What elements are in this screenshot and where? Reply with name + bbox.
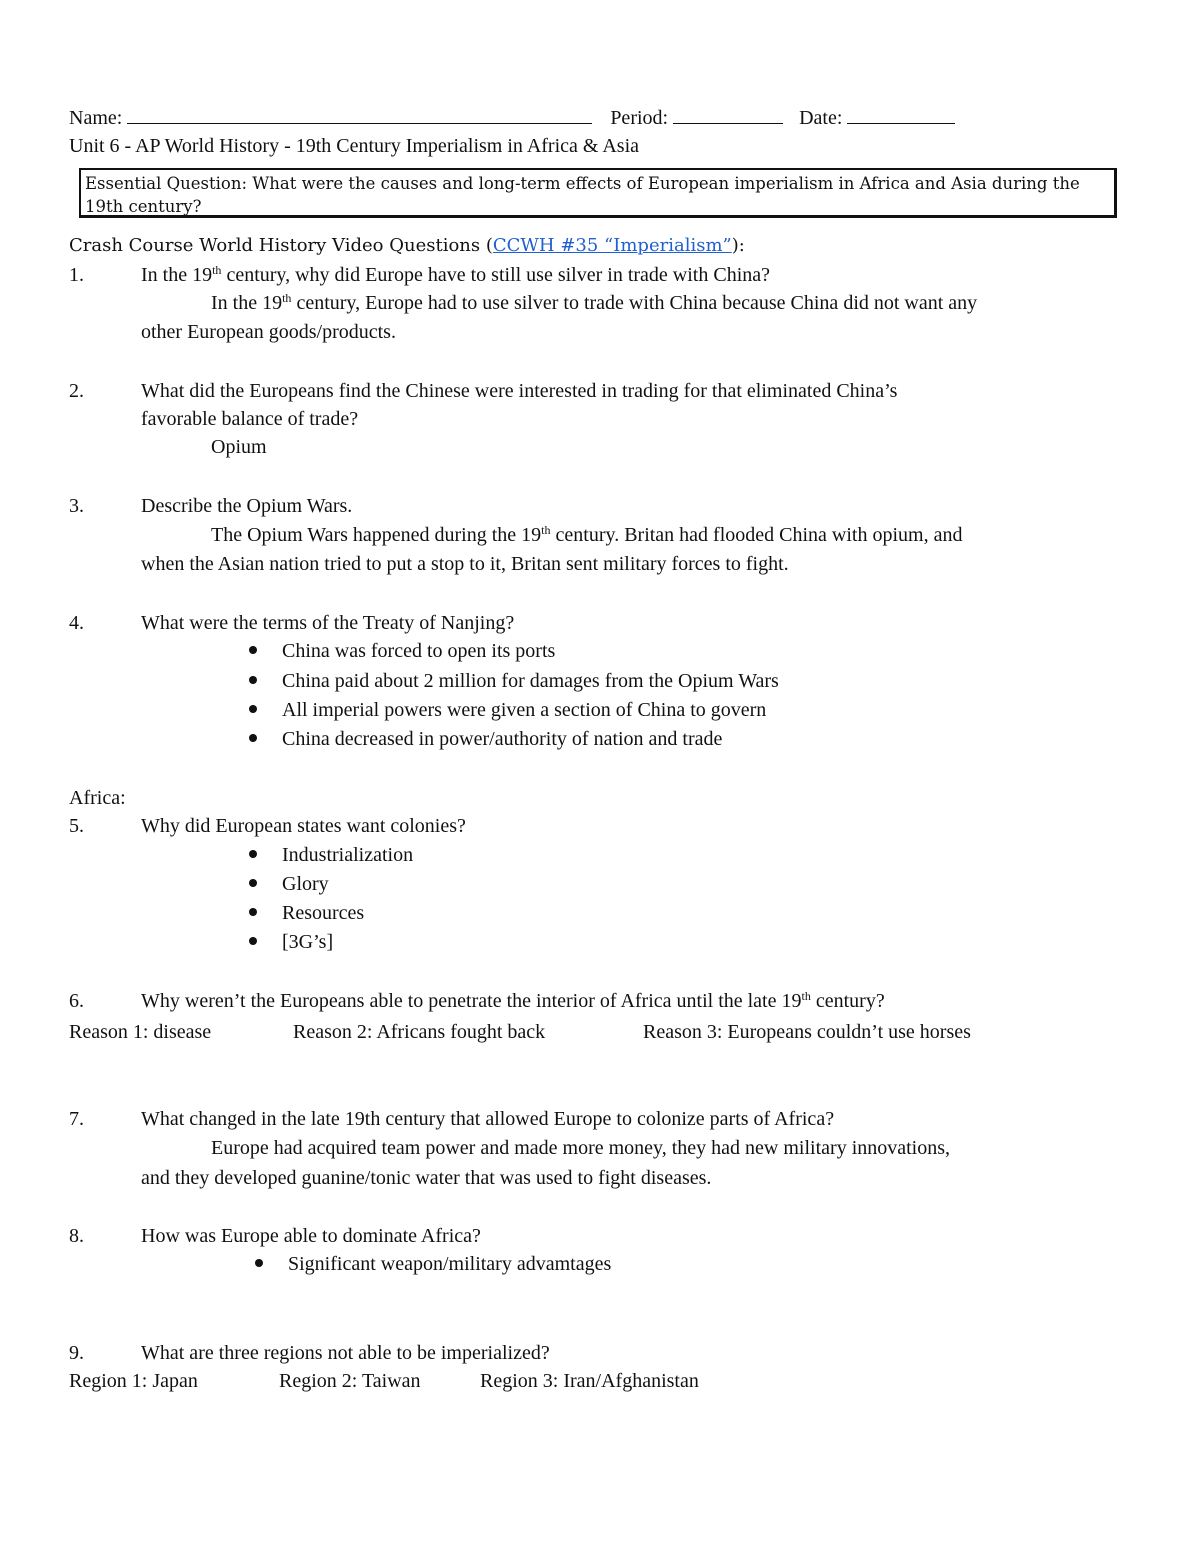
q8-number: 8. (69, 1225, 84, 1247)
q5-bullet-4 (249, 937, 257, 945)
q1-answer-line2: other European goods/products. (141, 321, 396, 343)
q6-reason-1: Reason 1: disease (69, 1021, 212, 1043)
period-label: Period: (610, 107, 669, 129)
q6-number: 6. (69, 990, 84, 1012)
q5-answer-2: Glory (282, 873, 329, 895)
q1-answer-sup: th (282, 291, 292, 305)
q1-question (141, 261, 770, 289)
name-row (69, 104, 955, 132)
q3-answer-line2: when the Asian nation tried to put a stop to it, Britan sent military forces to fight. (141, 553, 789, 575)
q9-region-2: Region 2: Taiwan (279, 1370, 421, 1392)
period-field[interactable] (673, 105, 783, 124)
name-field[interactable] (127, 105, 592, 124)
date-label: Date: (799, 107, 843, 129)
q5-number: 5. (69, 815, 84, 837)
q7-question: What changed in the late 19th century that allowed Europe to colonize parts of Africa? (141, 1108, 835, 1130)
q4-answer-3: All imperial powers were given a section of China to govern (282, 699, 767, 721)
q2-answer: Opium (211, 436, 267, 458)
date-field[interactable] (847, 105, 955, 124)
q9-region-3: Region 3: Iran/Afghanistan (480, 1370, 699, 1392)
q6-reason-2: Reason 2: Africans fought back (293, 1021, 546, 1043)
q5-bullet-1 (249, 850, 257, 858)
q7-number: 7. (69, 1108, 84, 1130)
q1-question-sup: th (212, 263, 222, 277)
q5-bullet-3 (249, 908, 257, 916)
q4-bullet-3 (249, 705, 257, 713)
q8-bullet-1 (255, 1259, 263, 1267)
video-outro: ): (731, 235, 745, 256)
q5-answer-3: Resources (282, 902, 365, 924)
q1-answer-pre: In the 19 (211, 292, 283, 314)
q6-question-sup: th (801, 989, 811, 1003)
q1-question-post: century, why did Europe have to still use silver in trade with China? (221, 264, 771, 286)
q3-answer-sup: th (541, 523, 551, 537)
video-intro: Crash Course World History Video Questions ( (69, 235, 493, 256)
q1-answer-line1 (211, 289, 977, 317)
africa-heading: Africa: (69, 787, 126, 809)
q2-number: 2. (69, 380, 84, 402)
name-label: Name: (69, 107, 123, 129)
q4-answer-1: China was forced to open its ports (282, 640, 556, 662)
q5-answer-4: [3G’s] (282, 931, 334, 953)
q3-answer-pre: The Opium Wars happened during the 19 (211, 524, 542, 546)
q6-reason-3: Reason 3: Europeans couldn’t use horses (643, 1021, 971, 1043)
q5-bullet-2 (249, 879, 257, 887)
q1-answer-post: century, Europe had to use silver to trade with China because China did not want any (291, 292, 978, 314)
q7-answer-line2: and they developed guanine/tonic water that was used to fight diseases. (141, 1167, 712, 1189)
q4-bullet-2 (249, 676, 257, 684)
q9-region-1: Region 1: Japan (69, 1370, 198, 1392)
q4-bullet-1 (249, 646, 257, 654)
q4-number: 4. (69, 612, 84, 634)
page-title: Unit 6 - AP World History - 19th Century Imperialism in Africa & Asia (69, 135, 639, 157)
essential-question-box: Essential Question: What were the causes and long-term effects of European imperialism in Africa and Asia during the 19th century? (79, 168, 1117, 218)
q6-question (141, 987, 885, 1015)
q2-question-line2: favorable balance of trade? (141, 408, 359, 430)
q4-answer-2: China paid about 2 million for damages from the Opium Wars (282, 670, 779, 692)
q3-question: Describe the Opium Wars. (141, 495, 353, 517)
q4-question: What were the terms of the Treaty of Nanjing? (141, 612, 515, 634)
q8-question: How was Europe able to dominate Africa? (141, 1225, 481, 1247)
q4-answer-4: China decreased in power/authority of nation and trade (282, 728, 723, 750)
video-questions-line (69, 232, 745, 260)
q9-number: 9. (69, 1342, 84, 1364)
video-link[interactable]: CCWH #35 “Imperialism” (492, 235, 732, 256)
q6-question-post: century? (810, 990, 885, 1012)
q8-answer-1: Significant weapon/military advamtages (288, 1253, 612, 1275)
q5-question: Why did European states want colonies? (141, 815, 466, 837)
q3-answer-line1 (211, 521, 962, 549)
q6-question-pre: Why weren’t the Europeans able to penetrate the interior of Africa until the late 19 (141, 990, 802, 1012)
q9-question: What are three regions not able to be imperialized? (141, 1342, 550, 1364)
q2-question-line1: What did the Europeans find the Chinese were interested in trading for that eliminated China’s (141, 380, 898, 402)
q3-number: 3. (69, 495, 84, 517)
q1-number: 1. (69, 264, 84, 286)
q1-question-pre: In the 19 (141, 264, 213, 286)
q4-bullet-4 (249, 734, 257, 742)
q7-answer-line1: Europe had acquired team power and made more money, they had new military innovations, (211, 1137, 951, 1159)
q3-answer-post: century. Britan had flooded China with opium, and (550, 524, 963, 546)
q5-answer-1: Industrialization (282, 844, 414, 866)
